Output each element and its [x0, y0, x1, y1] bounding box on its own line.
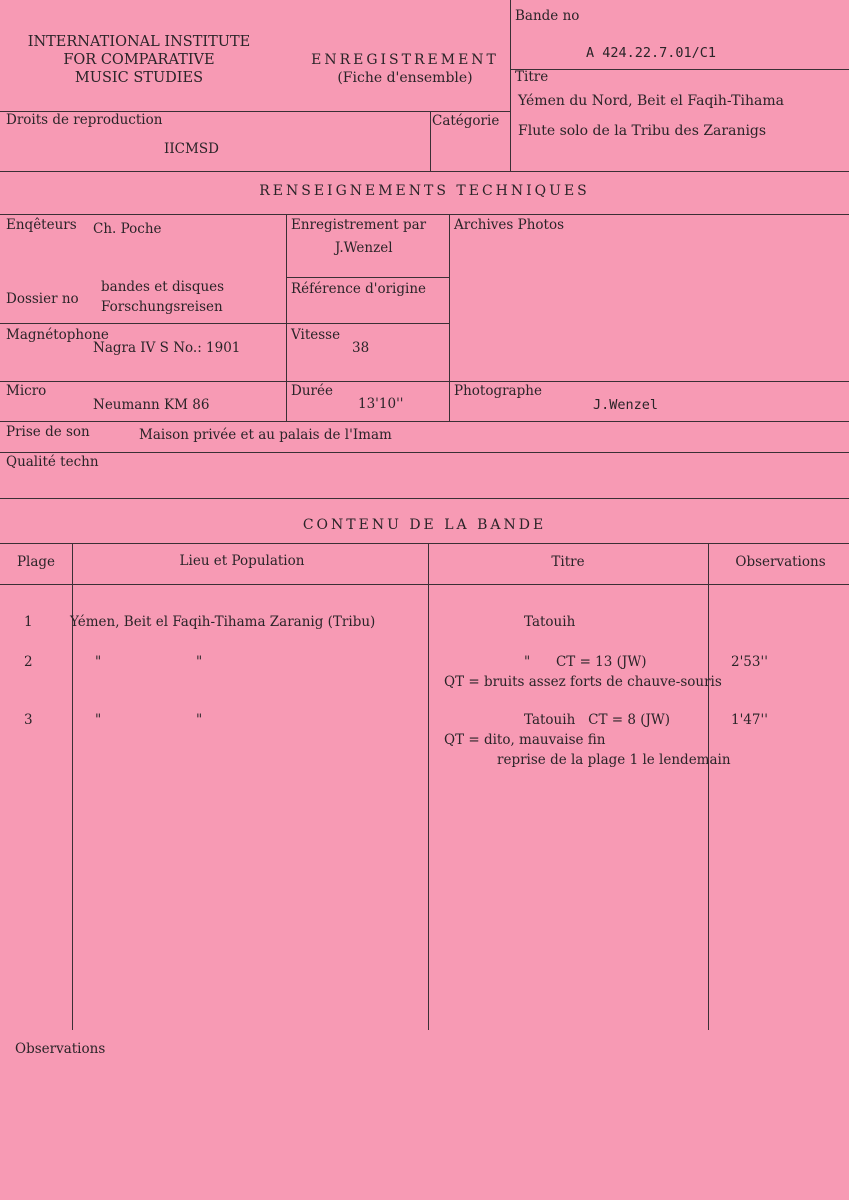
- table-row-2-lieu-ditto-a: ": [95, 654, 102, 670]
- form-subtitle: (Fiche d'ensemble): [337, 70, 473, 86]
- photographe-label: Photographe: [454, 383, 542, 399]
- table-row-3-lieu-ditto-a: ": [95, 712, 102, 728]
- institute-name-line-2: FOR COMPARATIVE: [63, 52, 215, 68]
- table-row-2-titre: " CT = 13 (JW): [524, 654, 647, 670]
- table-row-1-titre: Tatouih: [524, 614, 576, 630]
- duree-label: Durée: [291, 383, 333, 399]
- photographe-value: J.Wenzel: [593, 397, 659, 413]
- table-row-3-note-1: QT = dito, mauvaise fin: [444, 732, 606, 748]
- categorie-label: Catégorie: [432, 113, 500, 129]
- table-row-2-note: QT = bruits assez forts de chauve-souris: [444, 674, 722, 690]
- table-row-2-lieu-ditto-b: ": [196, 654, 203, 670]
- table-row-3-observation: 1'47'': [731, 712, 768, 728]
- contenu-section-title: CONTENU DE LA BANDE: [302, 517, 547, 533]
- institute-name-line-3: MUSIC STUDIES: [74, 70, 204, 86]
- droits-label: Droits de reproduction: [6, 112, 163, 128]
- institute-name-line-1: INTERNATIONAL INSTITUTE: [27, 34, 251, 50]
- titre-line-1: Yémen du Nord, Beit el Faqih-Tihama: [518, 93, 784, 109]
- table-row-1-plage: 1: [24, 614, 33, 630]
- duree-value: 13'10'': [358, 396, 404, 412]
- column-header-titre: Titre: [551, 554, 585, 570]
- table-row-3-plage: 3: [24, 712, 33, 728]
- table-row-3-titre: Tatouih CT = 8 (JW): [524, 712, 671, 728]
- table-row-2-plage: 2: [24, 654, 33, 670]
- micro-value: Neumann KM 86: [93, 397, 210, 413]
- column-header-lieu: Lieu et Population: [179, 553, 305, 569]
- vitesse-label: Vitesse: [291, 327, 341, 343]
- titre-line-2: Flute solo de la Tribu des Zaranigs: [518, 123, 767, 139]
- vitesse-value: 38: [352, 340, 370, 356]
- table-row-3-note-2: reprise de la plage 1 le lendemain: [497, 752, 731, 768]
- column-header-plage: Plage: [16, 554, 56, 570]
- bande-value: A 424.22.7.01/C1: [586, 45, 717, 61]
- titre-label: Titre: [515, 69, 549, 85]
- qualite-techn-label: Qualité techn: [6, 454, 99, 470]
- column-header-observations: Observations: [735, 554, 826, 570]
- form-title: ENREGISTREMENT: [311, 52, 499, 68]
- tech-section-title: RENSEIGNEMENTS TECHNIQUES: [259, 183, 590, 199]
- enregistrement-label: Enregistrement par: [291, 217, 427, 233]
- table-row-2-observation: 2'53'': [731, 654, 768, 670]
- dossier-label: Dossier no: [6, 291, 79, 307]
- archives-label: Archives Photos: [454, 217, 564, 233]
- dossier-value-line-1: bandes et disques: [101, 279, 225, 295]
- bande-label: Bande no: [515, 8, 580, 24]
- droits-value: IICMSD: [164, 141, 219, 157]
- reference-label: Référence d'origine: [291, 281, 427, 297]
- observations-label: Observations: [15, 1041, 106, 1057]
- magnetophone-value: Nagra IV S No.: 1901: [93, 340, 241, 356]
- micro-label: Micro: [6, 383, 47, 399]
- table-row-3-lieu-ditto-b: ": [196, 712, 203, 728]
- enqueteurs-label: Enqêteurs: [6, 217, 77, 233]
- enregistrement-value: J.Wenzel: [335, 240, 393, 256]
- prise-de-son-value: Maison privée et au palais de l'Imam: [139, 427, 392, 443]
- dossier-value-line-2: Forschungsreisen: [101, 299, 223, 315]
- table-row-1-lieu: Yémen, Beit el Faqih-Tihama Zaranig (Tribu): [70, 614, 376, 630]
- prise-de-son-label: Prise de son: [6, 424, 90, 440]
- magnetophone-label: Magnétophone: [6, 327, 109, 343]
- enqueteurs-value: Ch. Poche: [93, 221, 162, 237]
